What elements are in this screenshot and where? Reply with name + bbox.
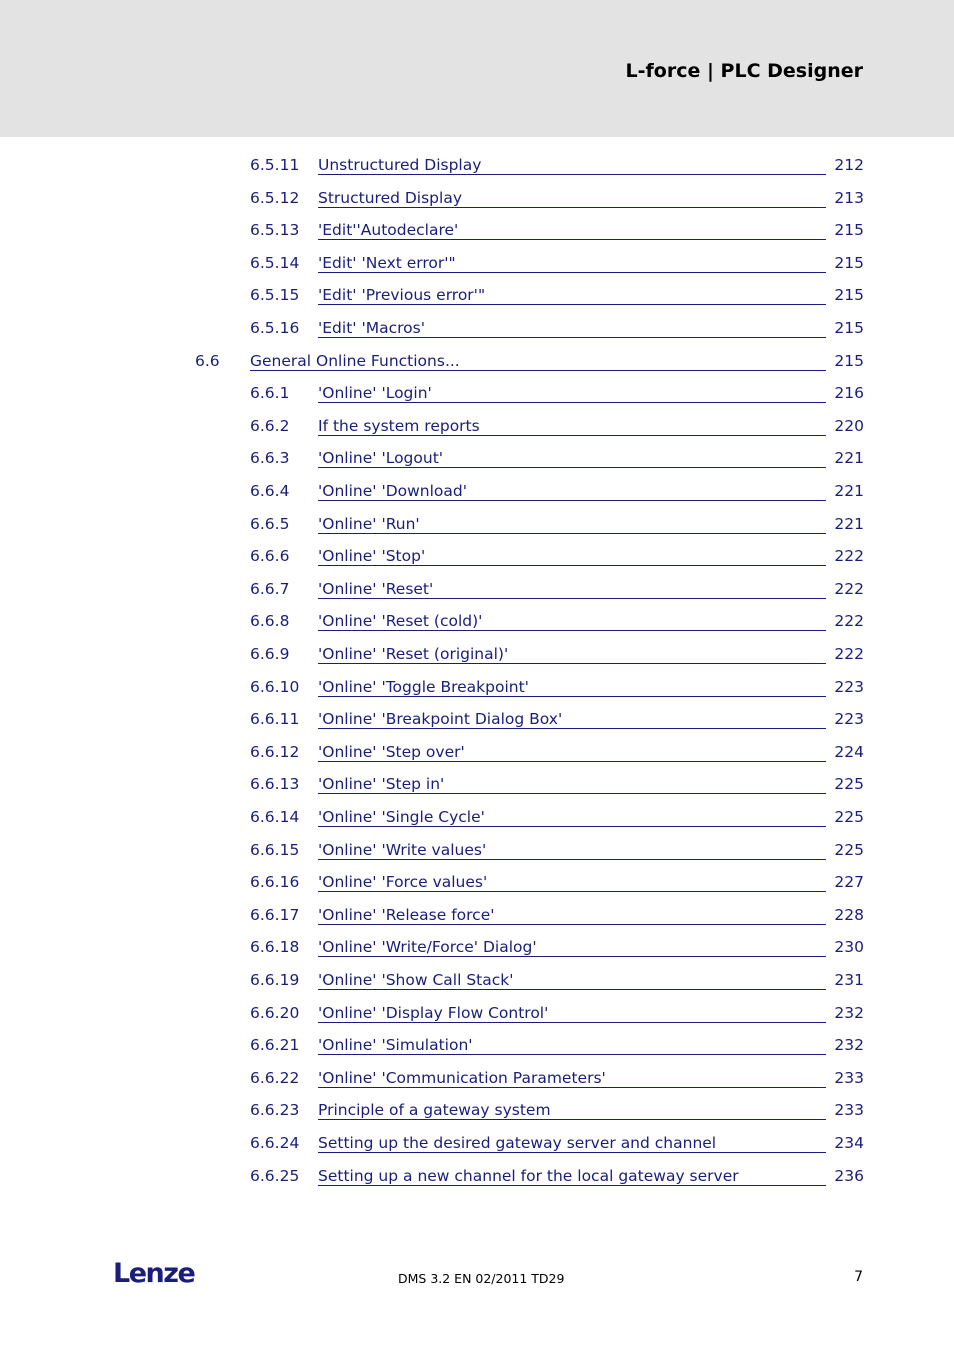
toc-entry-page: 216: [834, 384, 864, 403]
toc-entry-page: 232: [834, 1003, 864, 1022]
toc-leader-line: [318, 891, 826, 892]
toc-leader-line: [318, 272, 826, 273]
toc-leader-line: [318, 1119, 826, 1120]
toc-entry-number: 6.6: [195, 351, 220, 370]
toc-entry[interactable]: [0, 1095, 954, 1127]
toc-entry-number: 6.6.14: [250, 808, 300, 826]
toc-entry[interactable]: [0, 704, 954, 736]
toc-entry-title: 'Edit' 'Next error'": [318, 254, 460, 272]
toc-leader-line: [318, 565, 826, 566]
toc-leader-line: [318, 174, 826, 175]
toc-leader-line: [318, 1054, 826, 1055]
toc-leader-line: [318, 761, 826, 762]
toc-entry-title: 'Online' 'Login': [318, 384, 436, 402]
toc-entry-title: 'Online' 'Display Flow Control': [318, 1004, 552, 1022]
toc-entry-number: 6.6.1: [250, 384, 290, 403]
toc-leader-line: [318, 598, 826, 599]
toc-entry[interactable]: [0, 313, 954, 345]
toc-entry[interactable]: [0, 965, 954, 997]
toc-leader-line: [318, 239, 826, 240]
toc-leader-line: [318, 1152, 826, 1153]
toc-entry-title: If the system reports: [318, 417, 484, 435]
toc-entry[interactable]: [0, 769, 954, 801]
toc-entry[interactable]: [0, 802, 954, 834]
toc-entry-number: 6.6.25: [250, 1166, 300, 1185]
toc-entry-title: 'Online' 'Run': [318, 515, 424, 533]
toc-entry[interactable]: [0, 183, 954, 215]
toc-entry-number: 6.6.4: [250, 482, 290, 500]
toc-entry-title: 'Online' 'Force values': [318, 873, 491, 891]
toc-entry-number: 6.6.6: [250, 547, 290, 566]
toc-entry-title: 'Online' 'Communication Parameters': [318, 1069, 610, 1087]
toc-leader-line: [318, 859, 826, 860]
page-header: [0, 0, 954, 137]
document-id: DMS 3.2 EN 02/2011 TD29: [398, 1271, 565, 1286]
toc-leader-line: [318, 924, 826, 925]
toc-entry-title: 'Online' 'Step in': [318, 775, 448, 793]
toc-entry-page: 225: [834, 808, 864, 826]
toc-entry-page: 215: [834, 286, 864, 305]
toc-entry-page: 215: [834, 319, 864, 337]
toc-entry[interactable]: [0, 215, 954, 247]
toc-entry-title: 'Online' 'Reset (cold)': [318, 612, 486, 630]
toc-entry-title: 'Online' 'Download': [318, 482, 471, 500]
toc-leader-line: [318, 989, 826, 990]
toc-entry-page: 223: [834, 677, 864, 696]
toc-entry-number: 6.6.3: [250, 449, 290, 468]
toc-entry-number: 6.6.23: [250, 1101, 300, 1120]
toc-entry-title: 'Online' 'Reset': [318, 580, 437, 598]
toc-entry-page: 232: [834, 1036, 864, 1055]
toc-entry-page: 212: [834, 156, 864, 174]
toc-entry-number: 6.6.8: [250, 612, 290, 631]
toc-leader-line: [250, 370, 826, 371]
toc-entry-number: 6.6.10: [250, 677, 300, 696]
toc-entry-number: 6.6.18: [250, 938, 300, 957]
toc-entry-page: 221: [834, 482, 864, 500]
toc-entry-number: 6.6.16: [250, 873, 300, 892]
toc-entry-number: 6.5.15: [250, 286, 300, 305]
toc-entry-title: Setting up the desired gateway server and channel: [318, 1134, 720, 1152]
toc-entry-title: 'Edit' 'Previous error'": [318, 286, 489, 304]
toc-entry-page: 215: [834, 253, 864, 272]
toc-entry-page: 222: [834, 645, 864, 663]
toc-leader-line: [318, 663, 826, 664]
toc-leader-line: [318, 1185, 826, 1186]
toc-entry-title: 'Online' 'Show Call Stack': [318, 971, 518, 989]
toc-entry[interactable]: [0, 900, 954, 932]
toc-entry-page: 215: [834, 351, 864, 370]
toc-entry[interactable]: [0, 476, 954, 508]
toc-leader-line: [318, 402, 826, 403]
toc-leader-line: [318, 467, 826, 468]
toc-entry[interactable]: [0, 574, 954, 606]
toc-leader-line: [318, 533, 826, 534]
toc-entry-title: 'Online' 'Logout': [318, 449, 447, 467]
toc-entry-number: 6.6.20: [250, 1003, 300, 1022]
toc-entry-title: 'Online' 'Release force': [318, 906, 499, 924]
toc-entry-title: 'Online' 'Single Cycle': [318, 808, 489, 826]
toc-entry-page: 220: [834, 416, 864, 435]
toc-entry[interactable]: [0, 150, 954, 182]
toc-entry-page: 231: [834, 971, 864, 989]
toc-leader-line: [318, 435, 826, 436]
toc-entry-title: Unstructured Display: [318, 156, 485, 174]
toc-leader-line: [318, 500, 826, 501]
toc-entry-title: Principle of a gateway system: [318, 1101, 555, 1119]
toc-entry-page: 225: [834, 840, 864, 859]
toc-entry-page: 228: [834, 905, 864, 924]
toc-entry[interactable]: [0, 1030, 954, 1062]
toc-entry-page: 236: [834, 1166, 864, 1185]
toc-entry-number: 6.6.21: [250, 1036, 300, 1055]
toc-entry-number: 6.6.22: [250, 1068, 300, 1087]
toc-entry[interactable]: [0, 606, 954, 638]
toc-leader-line: [318, 337, 826, 338]
toc-entry-page: 215: [834, 221, 864, 240]
toc-entry[interactable]: [0, 280, 954, 312]
toc-entry-page: 225: [834, 775, 864, 794]
toc-entry-number: 6.5.16: [250, 319, 300, 337]
toc-entry-page: 221: [834, 449, 864, 468]
toc-entry[interactable]: [0, 411, 954, 443]
toc-entry-page: 223: [834, 710, 864, 729]
toc-entry-title: Setting up a new channel for the local gateway server: [318, 1167, 743, 1185]
toc-entry-page: 222: [834, 579, 864, 598]
toc-entry-number: 6.5.12: [250, 188, 300, 207]
toc-entry-page: 233: [834, 1068, 864, 1087]
toc-entry[interactable]: [0, 509, 954, 541]
toc-leader-line: [318, 304, 826, 305]
toc-leader-line: [318, 1022, 826, 1023]
toc-entry[interactable]: [0, 998, 954, 1030]
toc-leader-line: [318, 1087, 826, 1088]
toc-entry-number: 6.5.13: [250, 221, 300, 240]
toc-entry[interactable]: [0, 346, 954, 378]
toc-entry-number: 6.5.14: [250, 253, 300, 272]
toc-leader-line: [318, 728, 826, 729]
toc-leader-line: [318, 630, 826, 631]
toc-leader-line: [318, 826, 826, 827]
toc-entry-title: Structured Display: [318, 189, 466, 207]
toc-entry-number: 6.5.11: [250, 156, 300, 174]
toc-entry[interactable]: [0, 443, 954, 475]
toc-entry-title: 'Online' 'Breakpoint Dialog Box': [318, 710, 566, 728]
lenze-logo: Lenze: [113, 1258, 195, 1289]
toc-entry[interactable]: [0, 639, 954, 671]
toc-entry-title: 'Online' 'Toggle Breakpoint': [318, 678, 533, 696]
toc-entry-number: 6.6.24: [250, 1134, 300, 1152]
toc-entry-title: 'Online' 'Write values': [318, 841, 490, 859]
toc-entry-number: 6.6.11: [250, 710, 300, 729]
toc-entry-page: 230: [834, 938, 864, 957]
toc-entry-page: 234: [834, 1134, 864, 1152]
toc-entry[interactable]: [0, 378, 954, 410]
toc-entry-number: 6.6.12: [250, 742, 300, 761]
toc-entry[interactable]: [0, 867, 954, 899]
toc-entry-page: 221: [834, 514, 864, 533]
toc-leader-line: [318, 696, 826, 697]
toc-entry-page: 224: [834, 742, 864, 761]
toc-entry[interactable]: [0, 672, 954, 704]
toc-entry-number: 6.6.19: [250, 971, 300, 989]
toc-entry-number: 6.6.15: [250, 840, 300, 859]
toc-entry-number: 6.6.7: [250, 579, 290, 598]
toc-entry-title: 'Edit' 'Macros': [318, 319, 429, 337]
toc-entry-number: 6.6.13: [250, 775, 300, 794]
toc-leader-line: [318, 956, 826, 957]
toc-entry[interactable]: [0, 835, 954, 867]
toc-entry-title: 'Online' 'Write/Force' Dialog': [318, 938, 541, 956]
toc-leader-line: [318, 793, 826, 794]
toc-entry[interactable]: [0, 248, 954, 280]
toc-entry-page: 222: [834, 547, 864, 566]
toc-entry-title: 'Online' 'Stop': [318, 547, 429, 565]
toc-entry-title: 'Online' 'Step over': [318, 743, 469, 761]
toc-leader-line: [318, 207, 826, 208]
toc-entry-page: 213: [834, 188, 864, 207]
toc-entry[interactable]: [0, 737, 954, 769]
toc-entry[interactable]: [0, 932, 954, 964]
toc-entry-title: 'Online' 'Reset (original)': [318, 645, 512, 663]
toc-entry[interactable]: [0, 1063, 954, 1095]
toc-entry-number: 6.6.9: [250, 645, 290, 663]
header-title: L-force | PLC Designer: [625, 60, 863, 82]
toc-entry-page: 227: [834, 873, 864, 892]
toc-entry-title: 'Edit''Autodeclare': [318, 221, 462, 239]
toc-entry[interactable]: [0, 1161, 954, 1193]
toc-entry-title: 'Online' 'Simulation': [318, 1036, 477, 1054]
toc-entry[interactable]: [0, 1128, 954, 1160]
toc-entry-page: 222: [834, 612, 864, 631]
toc-entry-page: 233: [834, 1101, 864, 1120]
toc-entry-number: 6.6.5: [250, 514, 290, 533]
toc-entry-number: 6.6.17: [250, 905, 300, 924]
page-number: 7: [854, 1269, 863, 1285]
toc-entry-title: General Online Functions...: [250, 352, 464, 370]
toc-entry-number: 6.6.2: [250, 416, 290, 435]
toc-entry[interactable]: [0, 541, 954, 573]
